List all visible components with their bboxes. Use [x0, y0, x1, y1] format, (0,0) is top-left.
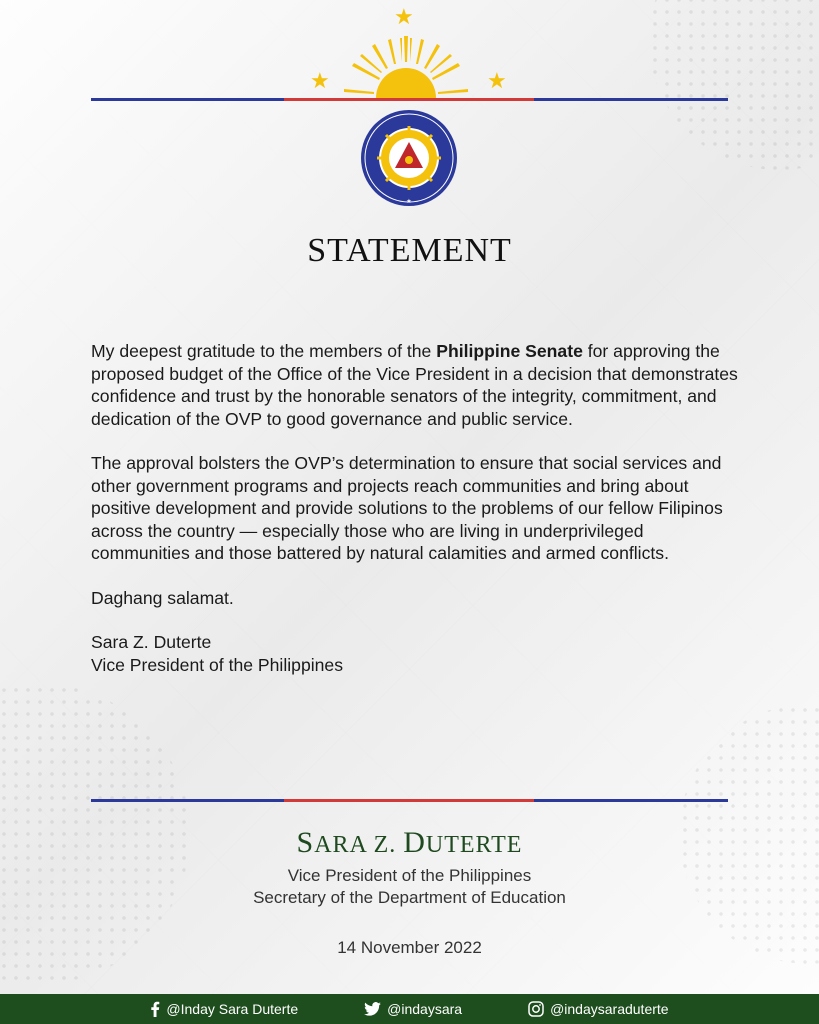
star-icon: ★	[394, 4, 414, 29]
facebook-handle: @Inday Sara Duterte	[166, 1001, 299, 1017]
facebook-link[interactable]	[150, 1001, 298, 1017]
statement-date: 14 November 2022	[337, 938, 482, 957]
signature-name: Sara Z. Duterte	[91, 632, 212, 652]
signature-block	[91, 631, 741, 676]
top-divider	[91, 98, 728, 101]
page-title: STATEMENT	[307, 232, 512, 269]
twitter-link[interactable]	[364, 1001, 462, 1017]
paragraph-1: My deepest gratitude to the members of the Philippine Senate for approving the proposed budget of the Office of the Vice President in a decision that demonstrates confidence and trust by the honorable senators of the integrity, commitment, and dedication of the OVP to good governance and public service.	[91, 341, 738, 429]
footer-name: SARA Z. DUTERTE	[296, 826, 523, 859]
twitter-handle: @indaysara	[387, 1001, 463, 1017]
instagram-link[interactable]	[528, 1001, 669, 1017]
footer-title-vp: Vice President of the Philippines	[287, 866, 532, 885]
bottom-divider	[91, 799, 728, 802]
statement-body	[91, 340, 741, 676]
star-icon: ★	[487, 68, 507, 93]
star-icon: ★	[310, 68, 330, 93]
twitter-icon	[364, 1002, 381, 1016]
instagram-icon	[528, 1001, 544, 1017]
signature-title: Vice President of the Philippines	[91, 654, 344, 675]
paragraph-2: The approval bolsters the OVP’s determination to ensure that social services and other government programs and projects reach communities and bring about positive development and provide solutions to the problems of our fellow Filipinos across the country — especially those who are living in underprivileged communities and those battered by natural calamities and armed conflicts.	[91, 453, 723, 563]
sun-icon	[344, 36, 468, 98]
svg-text:★: ★	[406, 198, 412, 205]
instagram-handle: @indaysaraduterte	[550, 1001, 669, 1017]
paragraph-3: Daghang salamat.	[91, 587, 234, 608]
social-bar	[0, 994, 819, 1024]
footer-title-deped: Secretary of the Department of Education	[253, 888, 566, 907]
facebook-icon	[150, 1001, 160, 1017]
senate-bold: Philippine Senate	[436, 341, 583, 361]
ovp-seal-logo	[359, 108, 459, 208]
